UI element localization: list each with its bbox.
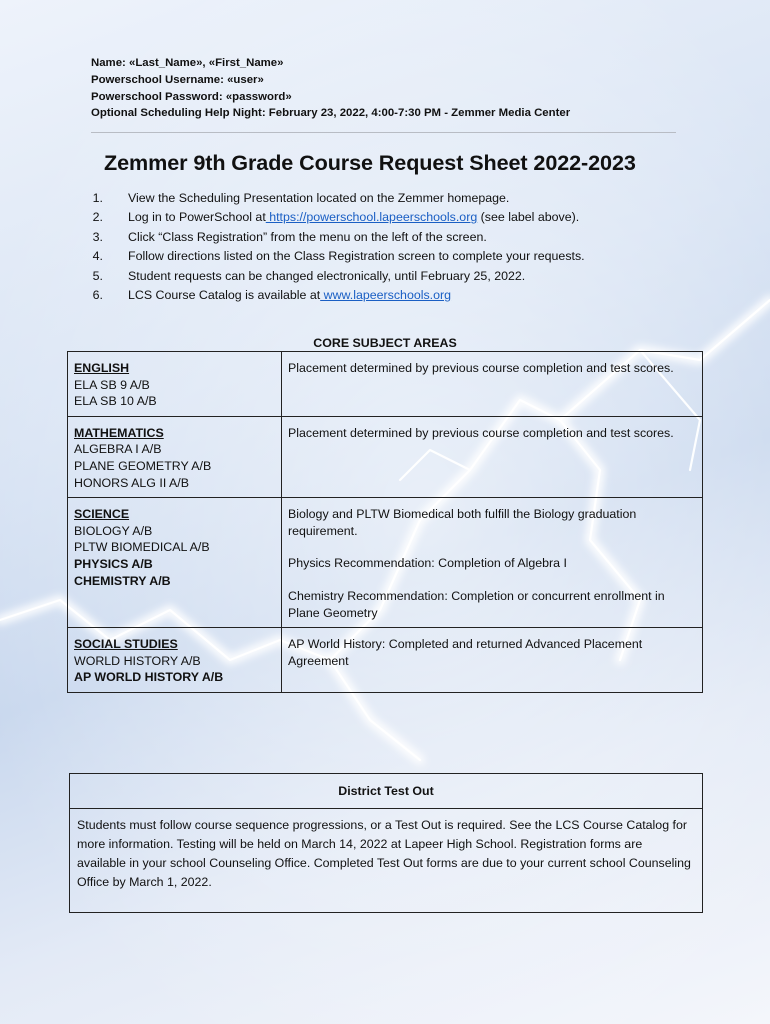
course-item: PLTW BIOMEDICAL A/B xyxy=(74,540,210,555)
subject-cell xyxy=(68,416,282,497)
instruction-step xyxy=(89,267,585,286)
core-subjects-table xyxy=(67,351,703,693)
subject-cell xyxy=(68,628,282,693)
course-item: WORLD HISTORY A/B xyxy=(74,653,201,668)
district-test-out-box xyxy=(69,773,703,913)
instruction-step xyxy=(89,286,585,305)
course-item: BIOLOGY A/B xyxy=(74,523,153,538)
subject-title: MATHEMATICS xyxy=(74,425,164,440)
step-number: 5. xyxy=(92,268,103,283)
instruction-step xyxy=(89,247,585,266)
note-text: Placement determined by previous course completion and test scores. xyxy=(288,425,674,440)
note-text: AP World History: Completed and returned Advanced Placement Agreement xyxy=(288,637,643,668)
powerschool-link[interactable]: https://powerschool.lapeerschools.org xyxy=(265,210,478,225)
table-row xyxy=(68,352,703,417)
step-number: 4. xyxy=(92,249,103,264)
table-row xyxy=(68,416,703,497)
lapeerschools-link[interactable]: www.lapeerschools.org xyxy=(320,288,452,303)
notes-cell xyxy=(282,352,703,417)
subject-title: SCIENCE xyxy=(74,507,130,522)
subject-cell xyxy=(68,352,282,417)
course-item: CHEMISTRY A/B xyxy=(74,573,171,588)
step-text: Student requests can be changed electronically, until February 25, 2022. xyxy=(128,268,526,283)
note-text: Chemistry Recommendation: Completion or concurrent enrollment in Plane Geometry xyxy=(288,588,665,620)
test-out-heading: District Test Out xyxy=(70,774,702,809)
subject-title: SOCIAL STUDIES xyxy=(74,637,178,652)
notes-cell xyxy=(282,498,703,628)
note-text: Placement determined by previous course completion and test scores. xyxy=(288,361,674,375)
note-text: Physics Recommendation: Completion of Algebra I xyxy=(288,556,567,571)
step-text: Click “Class Registration” from the menu on the left of the screen. xyxy=(128,229,487,244)
table-row xyxy=(68,498,703,628)
step-number: 1. xyxy=(92,191,103,205)
subject-cell xyxy=(68,498,282,628)
username-line: Powerschool Username: «user» xyxy=(91,73,264,86)
notes-cell xyxy=(282,416,703,497)
test-out-body: Students must follow course sequence progressions, or a Test Out is required. See the LCS Course Catalog for more information. Testing will be held on March 14, 2022 at Lapeer High School. Registration forms are available in your school Counseling Office. Completed Test Out forms are due to your current school Counseling Office by March 1, 2022. xyxy=(77,818,691,889)
course-item: ALGEBRA I A/B xyxy=(74,442,162,457)
course-item: HONORS ALG II A/B xyxy=(74,475,189,490)
notes-cell xyxy=(282,628,703,693)
student-info-header xyxy=(91,55,570,122)
step-text-suffix: (see label above). xyxy=(477,210,580,225)
step-number: 6. xyxy=(92,288,103,303)
instruction-step xyxy=(89,189,585,208)
step-number: 2. xyxy=(92,210,103,225)
course-item: AP WORLD HISTORY A/B xyxy=(74,670,224,685)
subject-title: ENGLISH xyxy=(74,361,130,375)
core-subjects-heading: CORE SUBJECT AREAS xyxy=(313,336,457,350)
note-text: Biology and PLTW Biomedical both fulfill the Biology graduation requirement. xyxy=(288,507,637,538)
step-text: Log in to PowerSchool at xyxy=(128,210,266,225)
password-line: Powerschool Password: «password» xyxy=(91,90,292,103)
name-line: Name: «Last_Name», «First_Name» xyxy=(91,57,284,69)
help-night-line: Optional Scheduling Help Night: February 23, 2022, 4:00-7:30 PM - Zemmer Media Center xyxy=(91,107,571,120)
table-row xyxy=(68,628,703,693)
page-title: Zemmer 9th Grade Course Request Sheet 2022-2023 xyxy=(104,150,636,175)
instruction-list xyxy=(89,189,585,305)
step-number: 3. xyxy=(92,229,103,244)
instruction-step xyxy=(89,228,585,247)
course-item: ELA SB 10 A/B xyxy=(74,394,157,409)
step-text: LCS Course Catalog is available at xyxy=(128,288,321,303)
step-text: View the Scheduling Presentation located on the Zemmer homepage. xyxy=(128,191,510,205)
instruction-step xyxy=(89,208,585,227)
course-item: PLANE GEOMETRY A/B xyxy=(74,458,212,473)
header-divider xyxy=(91,132,676,133)
course-item: PHYSICS A/B xyxy=(74,556,153,571)
course-item: ELA SB 9 A/B xyxy=(74,377,150,392)
step-text: Follow directions listed on the Class Registration screen to complete your requests. xyxy=(128,249,585,264)
